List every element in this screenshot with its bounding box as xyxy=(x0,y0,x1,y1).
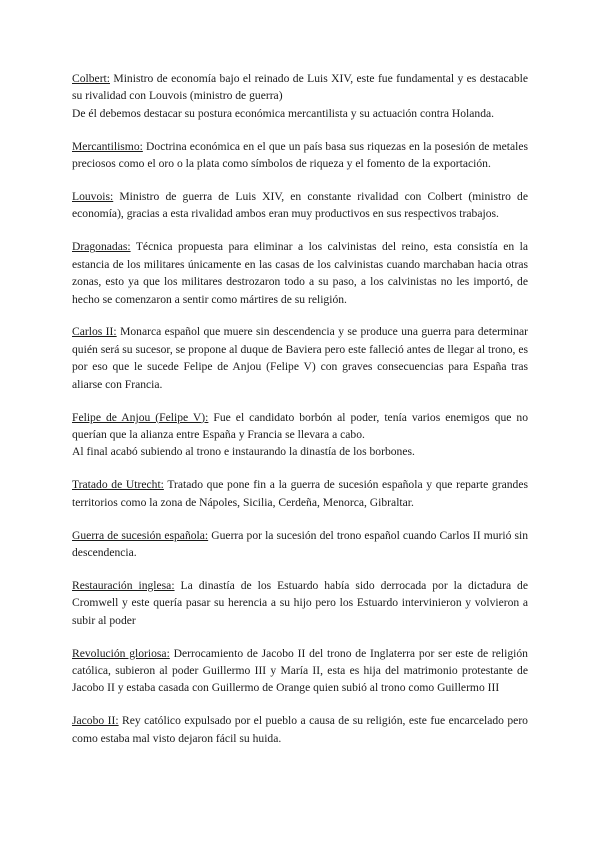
entry-definition: Doctrina económica en el que un país basa sus riquezas en la posesión de metales preciosos como el oro o la plata como símbolos de riqueza y el fomento de la exportación. xyxy=(72,139,528,171)
entry-paragraph xyxy=(72,409,528,444)
entry-paragraph: De él debemos destacar su postura económica mercantilista y su actuación contra Holanda. xyxy=(72,106,495,120)
entry-jacobo-ii xyxy=(72,712,528,747)
entry-colbert xyxy=(72,70,528,122)
entry-term: Restauración inglesa: xyxy=(72,578,175,592)
entry-term: Tratado de Utrecht: xyxy=(72,478,164,492)
entry-paragraph: Al final acabó subiendo al trono e instaurando la dinastía de los borbones. xyxy=(72,445,415,459)
entry-definition: Técnica propuesta para eliminar a los calvinistas del reino, esta consistía en la estancia de los militares únicamente en las casas de los calvinistas cuando marchaban hacia otras zonas, esto ya que los militares destrozaron todo a su paso, a los calvinistas no les importó, de hecho se comenzaron a sentir como mártires de su religión. xyxy=(72,240,528,306)
entry-dragonadas xyxy=(72,238,528,308)
entry-definition: Ministro de guerra de Luis XIV, en constante rivalidad con Colbert (ministro de economía), gracias a esta rivalidad ambos eran muy productivos en sus respectivos trabajos. xyxy=(72,190,528,221)
entry-term: Felipe de Anjou (Felipe V): xyxy=(72,410,209,424)
entry-definition: Guerra por la sucesión del trono español cuando Carlos II murió sin descendencia. xyxy=(72,528,529,560)
entry-term: Louvois: xyxy=(72,190,114,204)
entry-paragraph xyxy=(72,476,528,511)
entry-paragraph xyxy=(72,70,528,105)
entry-term: Mercantilismo: xyxy=(72,139,143,153)
entry-revolucion-gloriosa xyxy=(72,645,528,697)
entry-paragraph xyxy=(72,527,528,562)
entry-definition: Ministro de economía bajo el reinado de Luis XIV, este fue fundamental y es destacable su rivalidad con Louvois (ministro de guerra) xyxy=(72,72,528,103)
document-body xyxy=(72,70,528,763)
entry-paragraph xyxy=(72,577,528,629)
entry-definition: Monarca español que muere sin descendencia y se produce una guerra para determinar quién será su sucesor, se propone al duque de Baviera pero este falleció antes de llegar al trono, es por eso que le sucede Felipe de Anjou (Felipe V) con graves consecuencias para España tras aliarse con Francia. xyxy=(72,325,528,391)
entry-definition: Rey católico expulsado por el pueblo a causa de su religión, este fue encarcelado pero como estaba mal visto dejaron fácil su huida. xyxy=(72,714,528,745)
entry-guerra-de-sucesion xyxy=(72,527,528,562)
entry-carlos-ii xyxy=(72,323,528,393)
entry-term: Guerra de sucesión española: xyxy=(72,528,209,542)
entry-definition: Fue el candidato borbón al poder, tenía varios enemigos que no querían que la alianza entre España y Francia se llevara a cabo. xyxy=(72,410,528,441)
entry-louvois xyxy=(72,188,528,223)
entry-tratado-de-utrecht xyxy=(72,476,528,511)
entry-paragraph xyxy=(72,712,528,747)
entry-term: Colbert: xyxy=(72,72,110,85)
entry-paragraph xyxy=(72,138,528,173)
entry-term: Carlos II: xyxy=(72,325,117,339)
entry-term: Jacobo II: xyxy=(72,714,119,728)
entry-paragraph xyxy=(72,323,528,393)
entry-term: Dragonadas: xyxy=(72,240,131,254)
entry-paragraph xyxy=(72,238,528,308)
entry-definition: La dinastía de los Estuardo había sido derrocada por la dictadura de Cromwell y este quería pasar su herencia a su hijo pero los Estuardo intervinieron y volvieron a subir al poder xyxy=(72,578,529,627)
entry-definition: Derrocamiento de Jacobo II del trono de Inglaterra por ser este de religión católica, subieron al poder Guillermo III y María II, esta es hija del matrimonio protestante de Jacobo II y estaba casada con Guillermo de Orange quien subió al trono como Guillermo III xyxy=(72,646,528,695)
entry-mercantilismo xyxy=(72,138,528,173)
entry-paragraph xyxy=(72,188,528,223)
entry-definition: Tratado que pone fin a la guerra de sucesión española y que reparte grandes territorios como la zona de Nápoles, Sicilia, Cerdeña, Menorca, Gibraltar. xyxy=(72,478,528,509)
entry-felipe-de-anjou xyxy=(72,409,528,461)
entry-paragraph xyxy=(72,645,528,697)
entry-restauracion-inglesa xyxy=(72,577,528,629)
entry-term: Revolución gloriosa: xyxy=(72,646,170,660)
